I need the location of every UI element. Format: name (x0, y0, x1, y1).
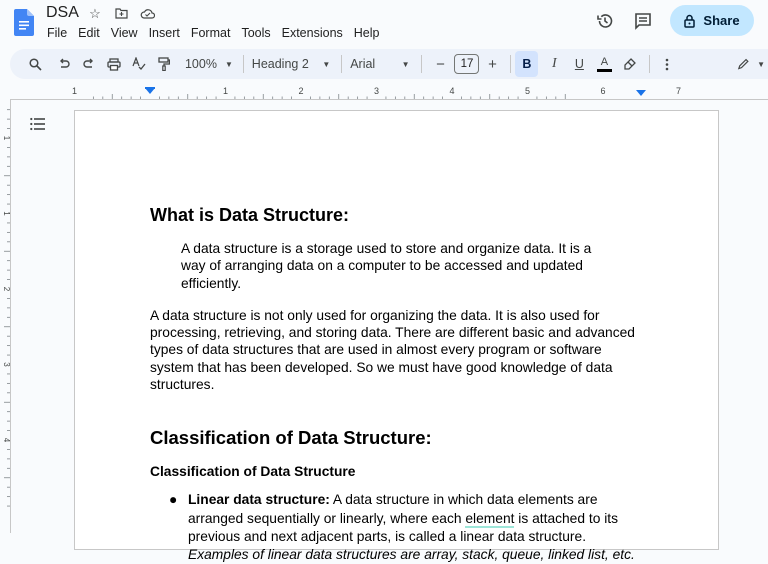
redo-icon (83, 58, 95, 70)
chevron-down-icon: ▼ (401, 59, 410, 69)
list-outline-icon (30, 117, 46, 131)
paint-format-icon (158, 57, 170, 71)
document-body[interactable] (150, 205, 640, 564)
chevron-down-icon: ▼ (757, 59, 765, 69)
font-size-input[interactable]: 17 (454, 54, 479, 74)
italic-button[interactable]: I (552, 56, 557, 71)
divider (649, 55, 650, 73)
bullet-icon: ● (169, 492, 178, 508)
text-color-button[interactable] (593, 52, 615, 76)
divider (421, 55, 422, 73)
decrease-font-size-button[interactable]: − (436, 55, 445, 73)
ruler-label: 1 (2, 135, 11, 141)
move-to-folder-icon[interactable] (114, 7, 128, 22)
ruler-label: 3 (373, 86, 380, 96)
ruler-label: 4 (2, 437, 11, 443)
ruler-label: 5 (524, 86, 531, 96)
menu-view[interactable]: View (110, 26, 138, 40)
font-value: Arial (350, 57, 376, 71)
search-menus-button[interactable] (24, 52, 46, 76)
heading-what-is-data-structure: What is Data Structure: (150, 205, 350, 225)
menu-edit[interactable]: Edit (78, 26, 100, 40)
editing-mode-button[interactable] (737, 52, 765, 76)
comments-button[interactable] (630, 8, 656, 34)
list-item-text: A data structure in which data elements are arranged sequentially or linearly, where each (188, 492, 598, 526)
comment-icon (634, 12, 652, 30)
menu-format[interactable]: Format (190, 26, 231, 40)
menu-tools[interactable]: Tools (241, 26, 271, 40)
chevron-down-icon: ▼ (224, 59, 233, 69)
ruler-label: 1 (222, 86, 229, 96)
right-indent-marker[interactable] (636, 90, 646, 96)
zoom-select[interactable] (186, 52, 232, 76)
title-bar (0, 0, 768, 46)
menu-help[interactable]: Help (353, 26, 380, 40)
text-color-icon: A (600, 55, 609, 68)
search-icon (29, 58, 42, 71)
star-icon[interactable]: ☆ (89, 6, 101, 21)
undo-button[interactable] (53, 52, 75, 76)
paragraph-style-select[interactable] (252, 52, 330, 76)
ruler-label: 1 (71, 86, 78, 96)
more-vert-icon (665, 58, 669, 71)
menu-file[interactable]: File (47, 26, 68, 40)
chevron-down-icon: ▼ (322, 59, 331, 69)
vertical-ruler (0, 100, 11, 533)
divider (243, 55, 244, 73)
horizontal-ruler[interactable] (0, 84, 768, 100)
paragraph-usage: A data structure is not only used for organizing the data. It is also used for processing, retrieving, and storing data. There are different basic and advanced types of data structures that are used in almost every program or software system that has been developed. So we must have good knowledge of data structures. (150, 307, 635, 393)
undo-icon (58, 58, 70, 70)
history-icon (596, 12, 614, 30)
list-item-label: Linear data structure: (188, 492, 330, 508)
print-icon (107, 58, 121, 71)
menu-bar (47, 26, 391, 40)
share-label: Share (703, 13, 740, 28)
bold-button[interactable]: B (515, 51, 538, 77)
ruler-label: 7 (675, 86, 682, 96)
print-button[interactable] (103, 52, 125, 76)
first-line-indent-marker[interactable] (145, 87, 155, 89)
lock-icon (684, 14, 695, 28)
ruler-label: 3 (2, 362, 11, 367)
divider (510, 55, 511, 73)
ruler-label: 2 (2, 286, 11, 292)
pencil-icon (737, 58, 749, 71)
divider (341, 55, 342, 73)
docs-logo-icon[interactable] (14, 9, 34, 36)
menu-insert[interactable]: Insert (148, 26, 180, 40)
paragraph-definition: A data structure is a storage used to store and organize data. It is a way of arranging data on a computer to be accessed and updated efficiently. (181, 241, 592, 291)
document-outline-button[interactable] (30, 117, 46, 131)
ruler-label: 4 (449, 86, 455, 96)
subheading-classification: Classification of Data Structure (150, 464, 356, 480)
increase-font-size-button[interactable]: + (488, 55, 497, 73)
document-title[interactable]: DSA (46, 4, 79, 21)
ruler-label: 1 (2, 211, 11, 216)
style-value: Heading 2 (251, 57, 309, 71)
more-options-button[interactable] (656, 52, 678, 76)
highlighter-icon (623, 58, 636, 71)
ruler-label: 6 (600, 86, 606, 96)
font-select[interactable] (350, 52, 409, 76)
zoom-value: 100% (184, 57, 217, 71)
text-color-swatch (597, 69, 612, 72)
heading-classification: Classification of Data Structure: (150, 427, 432, 449)
list-item-linear (150, 491, 640, 564)
redo-button[interactable] (78, 52, 100, 76)
highlight-color-button[interactable] (618, 52, 640, 76)
menu-extensions[interactable]: Extensions (281, 26, 343, 40)
formatting-toolbar (10, 49, 768, 79)
grammar-suggestion-word[interactable]: element (465, 510, 515, 526)
ruler-label: 2 (298, 86, 304, 96)
list-item-examples: Examples of linear data structures are array, stack, queue, linked list, etc. (188, 546, 635, 562)
cloud-saved-icon[interactable] (140, 7, 154, 22)
list-item-text-cont: is attached to its previous and next adjacent parts, is called a linear data structure. (188, 510, 618, 544)
share-button[interactable] (670, 5, 754, 36)
spellcheck-button[interactable] (128, 52, 150, 76)
paint-format-button[interactable] (153, 52, 175, 76)
underline-button[interactable]: U (574, 57, 584, 71)
version-history-button[interactable] (592, 8, 618, 34)
spellcheck-icon (132, 57, 146, 71)
